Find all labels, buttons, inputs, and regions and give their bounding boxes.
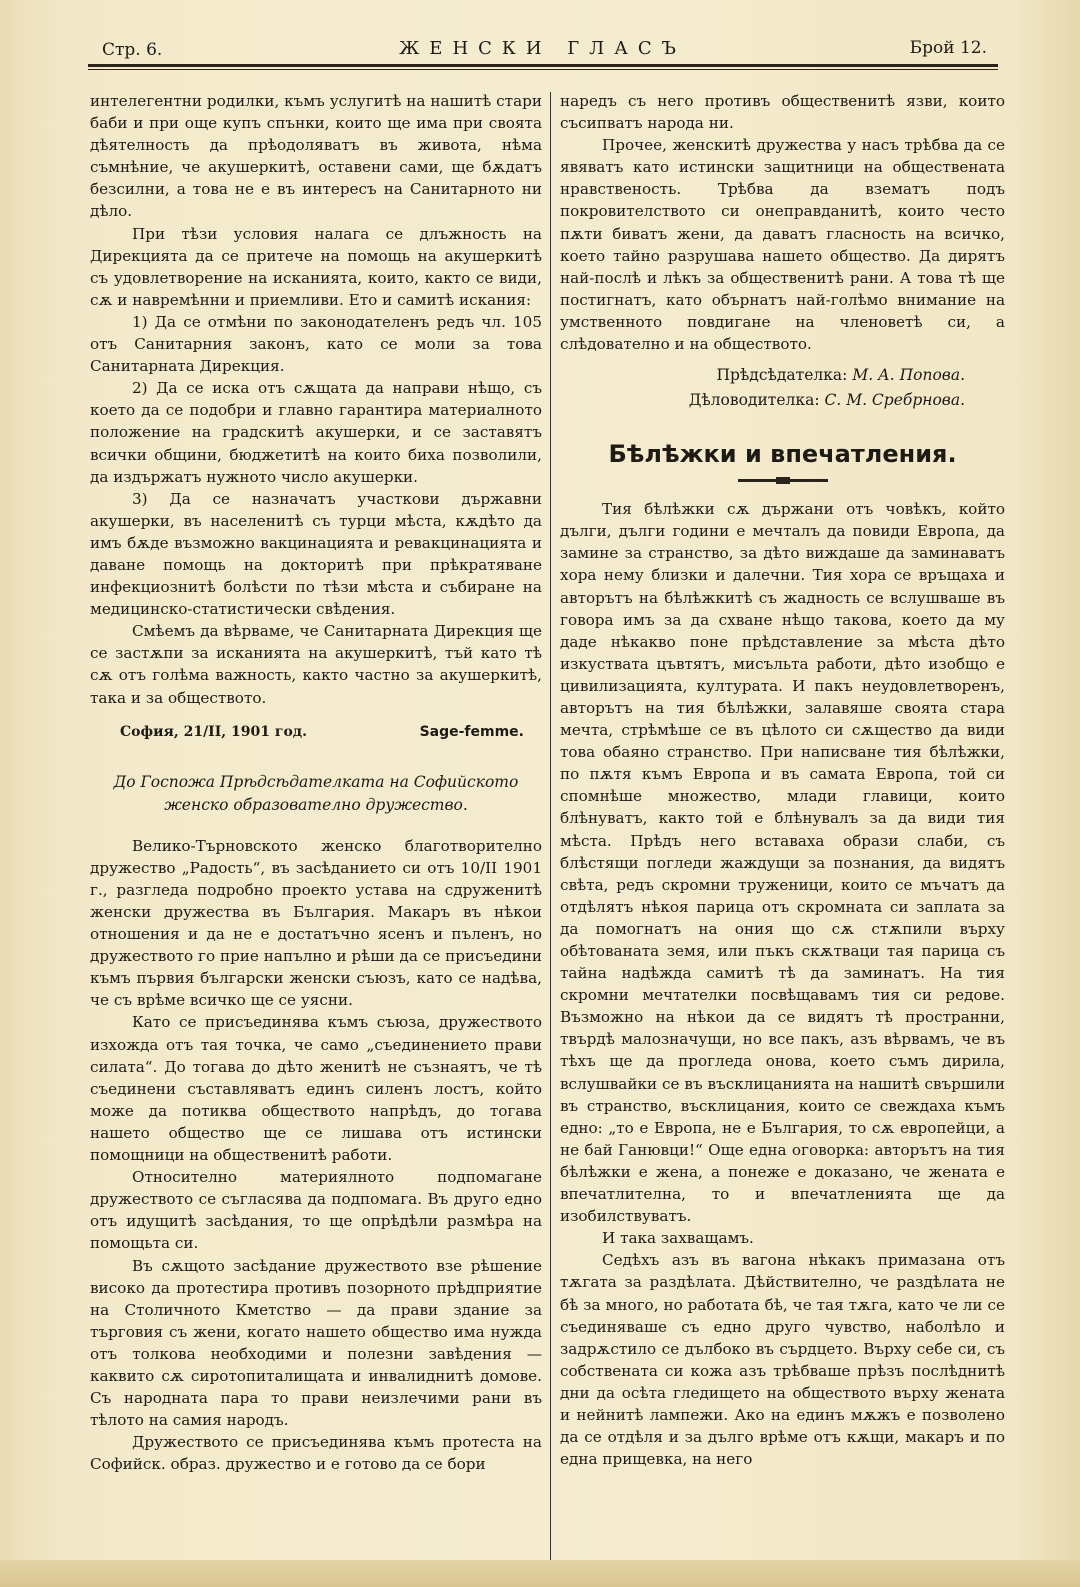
- paragraph: наредъ съ него противъ общественитѣ язви, които съсипватъ народа ни.: [560, 92, 1005, 133]
- demand-item-3: 3) Да се назначатъ участкови държавни акушерки, въ населенитѣ съ турци мѣста, кѫдѣто да имъ бѫде възможно вакцинацията и ревакцинацията и даване помощь на докторитѣ при прѣкратяване инфекциознитѣ болѣсти по тѣзи мѣста и събиране на медицинско-статистически свѣдения.: [90, 489, 542, 619]
- signature: Sage-femme.: [419, 723, 524, 740]
- section-title: Бѣлѣжки и впечатления.: [608, 440, 957, 469]
- column-divider: [550, 92, 551, 1562]
- chair-role: Прѣдсѣдателка:: [716, 366, 848, 385]
- paragraph: Седѣхъ азъ въ вагона нѣкакъ примазана отъ тѫгата за раздѣлата. Дѣйствително, че раздѣлата не бѣ за много, но работата бѣ, че тая тѫга, като че ли се съединяваше съ едно друго чувство, наболѣло и задрѫстило се дълбоко въ сърдцето. Върху себе си, съ собствената си кожа азъ трѣбваше прѣзъ послѣднитѣ дни да осѣта гледището на обществото върху жената и нейнитѣ лампежи. Ако на единъ мѫжъ е позволено да се отдѣля и за дълго врѣме отъ кѫщи, макаръ и по една прищевка, на него: [560, 1251, 1005, 1469]
- paragraph: Относително материялното подпомагане дружеството се съгласява да подпомага. Въ друго едно отъ идущитѣ засѣдания, то ще опрѣдѣли размѣра на помощьта си.: [90, 1168, 542, 1253]
- header-rule: [88, 64, 998, 67]
- ornament-rule: [738, 479, 828, 482]
- page-bottom-edge: [0, 1560, 1080, 1587]
- demand-item-2: 2) Да се иска отъ сѫщата да направи нѣщо, съ което да се подобри и главно гарантира материалното положение на градскитѣ акушерки, и се заставятъ всички общини, бюджетитѣ на които биха позволили, да издържатъ нужното число акушерки.: [90, 379, 542, 486]
- paragraph: Смѣемъ да вѣрваме, че Санитарната Дирекция ще се застѫпи за исканията на акушеркитѣ, тъй като тѣ сѫ отъ голѣма важность, както частно за акушеркитѣ, така и за обществото.: [90, 622, 542, 707]
- newspaper-title: ЖЕНСКИ ГЛАСЪ: [399, 38, 686, 59]
- address-heading: До Госпожа Прѣдсѣдателката на Софийското женско образователно дружество.: [113, 772, 519, 814]
- paragraph: Дружеството се присъединява къмъ протеста на Софийск. образ. дружество и е готово да се бори: [90, 1433, 542, 1474]
- left-column: [90, 90, 542, 1475]
- letter-signoff: [90, 721, 542, 743]
- issue-number: Брой 12.: [909, 38, 987, 58]
- demand-item-1: 1) Да се отмѣни по законодателенъ редъ чл. 105 отъ Санитарния законъ, като се моли за това Санитарната Дирекция.: [90, 312, 542, 376]
- officers-signatures: [560, 363, 1005, 413]
- secretary-role: Дѣловодителка:: [688, 391, 820, 410]
- paragraph: Като се присъединява къмъ съюза, дружеството изхожда отъ тая точка, че само „съединението прави силата“. До тогава до дѣто женитѣ не съзнаятъ, че тѣ съединени съставляватъ единъ силенъ лостъ, който може да потиква обществото напрѣдъ, до тогава нашето общество ще се лишава отъ истински помощници на общественитѣ работи.: [90, 1013, 542, 1165]
- paragraph: И така захващамъ.: [602, 1229, 754, 1248]
- paragraph: Прочее, женскитѣ дружества у насъ трѣбва да се явяватъ като истински защитници на обществената нравственость. Трѣбва да взематъ подъ покровителството си онеправданитѣ, които често пѫти биватъ жени, да даватъ гласность на всичко, което тайно разрушава нашето общество. Да дирятъ най-послѣ и лѣкъ за общественитѣ рани. А това тѣ ще постигнатъ, като обърнатъ най-голѣмо внимание на умственното повдигане на членоветѣ си, а слѣдователно и на обществото.: [560, 136, 1005, 354]
- page-header: [90, 38, 995, 62]
- paragraph: Тия бѣлѣжки сѫ държани отъ човѣкъ, който дълги, дълги години е мечталъ да повиди Европа, да замине за странство, за дѣто виждаше да заминаватъ хора нему близки и далечни. Тия хора се връщаха и авторътъ на бѣлѣжкитѣ съ жадность се вслушваше въ говора имъ за да схване нѣщо такова, което да му даде нѣкакво поне прѣдставление за мѣста дѣто изкуствата цъвтятъ, мисъльта работи, дѣто изобщо е цивилизацията, културата. И пакъ неудовлетворенъ, авторътъ на тия бѣлѣжки, залавяше своята стара мечта, стрѣмѣше се въ цѣлото си сѫщество да види това обаяно странство. При написване тия бѣлѣжки, по пѫтя къмъ Европа и въ самата Европа, той си спомнѣше множество, млади главици, които блѣнуватъ, както той е блѣнувалъ за да види тия мѣста. Прѣдъ него вставаха образи слаби, съ блѣстящи погледи жаждущи за познания, да видятъ свѣта, редъ скромни труженици, които се мъчатъ да отдѣлятъ нѣкоя парица отъ скромната си заплата за да помогнатъ на ония що сѫ стѫпили върху обѣтованата земя, или пъкъ скѫтваци тая парица съ тайна надѣжда самитѣ тѣ да заминатъ. На тия скромни мечтателки посвѣщавамъ тия си редове. Възможно на нѣкои да се видятъ тѣ пространни, твърдѣ малозначущи, но все пакъ, азъ вѣрвамъ, че въ тѣхъ ще да проглeда онова, което съмъ дирила, вслушвайки се въ въсклицанията на нашитѣ свършили въ странство, въсклицания, които се свеждаха къмъ едно: „то е Европа, не е България, то сѫ европейци, а не бай Ганювци!“ Още една оговорка: авторътъ на тия бѣлѣжки е жена, а понеже е доказано, че жената е впечатлителна, то и впечатленията ще да изобилствуватъ.: [560, 500, 1005, 1226]
- paragraph: интелегентни родилки, къмъ услугитѣ на нашитѣ стари баби и при още купъ спънки, които ще има при своята дѣятелность да прѣодоляватъ въ живота, нѣма съмнѣние, че акушеркитѣ, оставени сами, ще бѫдатъ безсилни, а това не е въ интересъ на Санитарното ни дѣло.: [90, 92, 542, 221]
- page-number: Стр. 6.: [102, 40, 163, 60]
- paragraph: Въ сѫщото засѣдание дружеството взе рѣшение високо да протестира противъ позорното прѣдприятие на Столичното Кметство — да прави здание за търговия съ жени, когато нашето общество има нужда отъ толкова необходими и полезни завѣдения — каквито сѫ сиротопиталищата и инвалиднитѣ домове. Съ народната пара то прави неизлечими рани въ тѣлото на самия народъ.: [90, 1256, 542, 1430]
- place-date: София, 21/II, 1901 год.: [120, 723, 307, 740]
- paragraph: При тѣзи условия налага се длъжность на Дирекцията да се притече на помощь на акушеркитѣ съ удовлетворение на исканията, които, както се види, сѫ и навремѣнни и приемливи. Ето и самитѣ искания:: [90, 224, 542, 309]
- right-column: [560, 90, 1005, 1470]
- secretary-name: С. М. Сребрнова.: [824, 391, 965, 410]
- paragraph: Велико-Търновското женско благотворително дружество „Радость“, въ засѣданието си отъ 10/II 1901 г., разгледа подробно проекто устава на сдруженитѣ женски дружества въ България. Макаръ въ нѣкои отношения и да не е достатъчно ясенъ и пъленъ, но дружеството го прие напълно и рѣши да се присъедини къмъ първия български женски съюзъ, като се надѣва, че съ врѣме всичко ще се уясни.: [90, 836, 542, 1010]
- chair-name: М. А. Попова.: [852, 366, 965, 385]
- header-rule-thin: [88, 69, 998, 70]
